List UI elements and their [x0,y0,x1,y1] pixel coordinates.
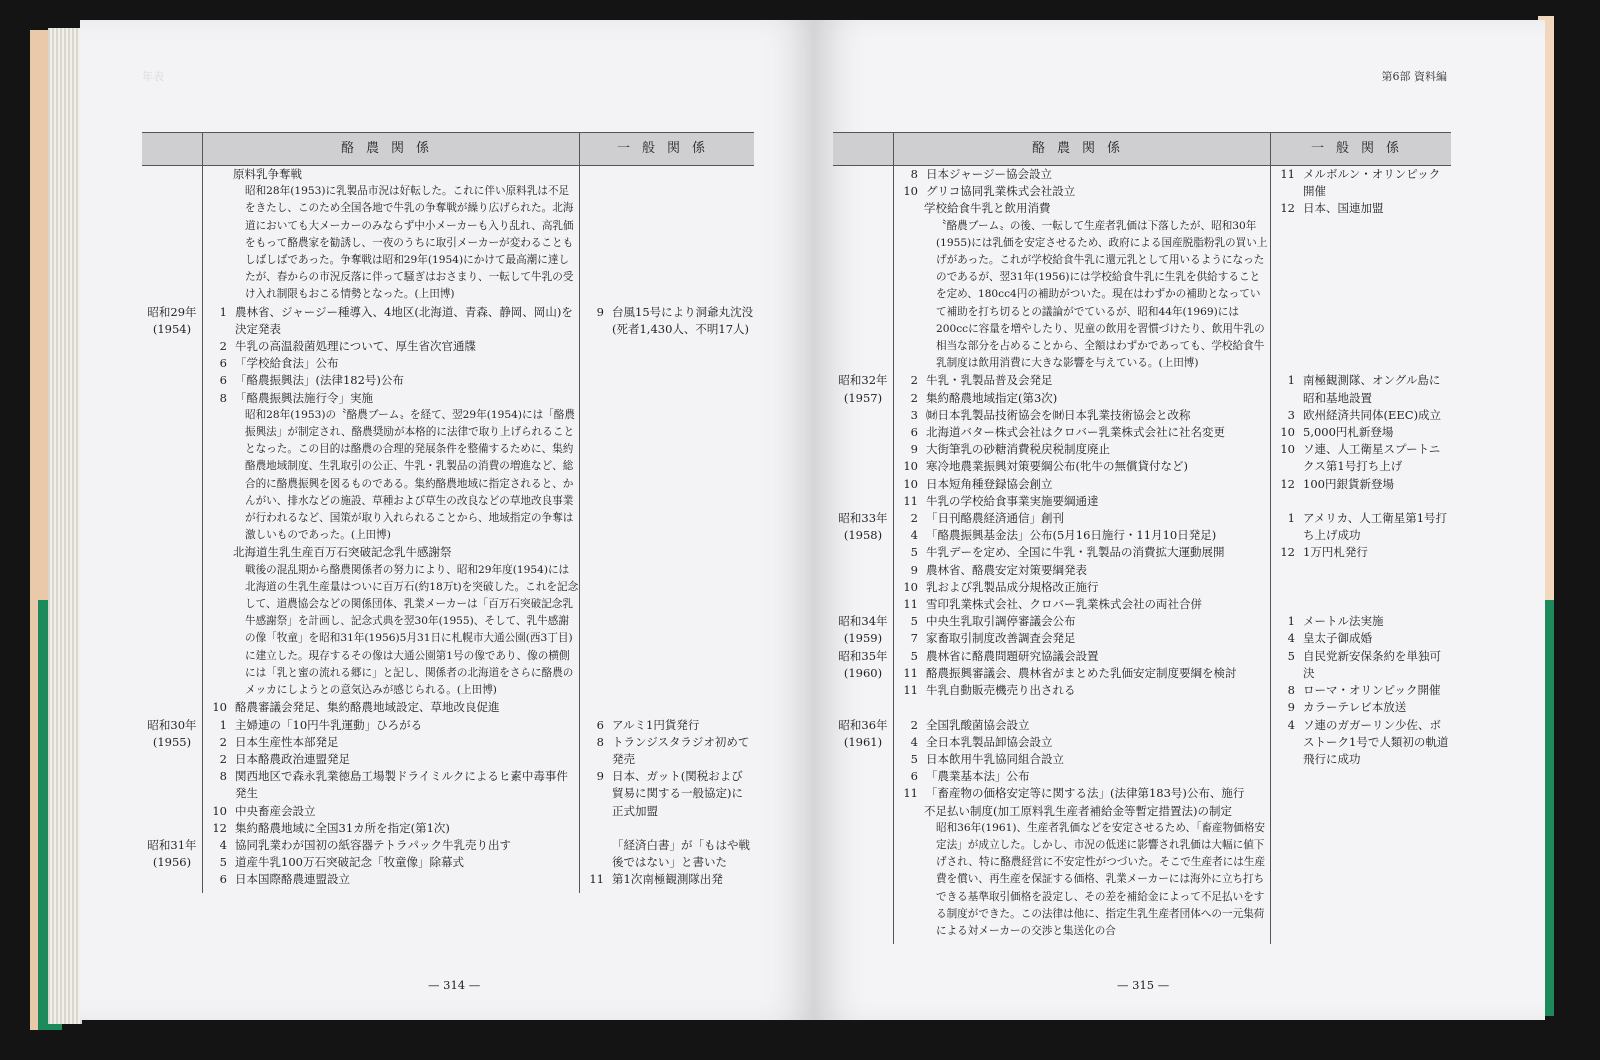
entry-text: ㈶日本乳製品技術協会を㈶日本乳業技術協会と改称 [926,407,1191,422]
entry-text: 牛乳自動販売機売り出される [926,683,1076,698]
entry-text: 「畜産物の価格安定等に関する法」(法律第183号)公布、施行 [926,786,1245,801]
year-label: (1960) [843,665,883,680]
general-entry [1271,200,1451,217]
general-entry [580,768,754,820]
entry-month: 4 [219,837,227,852]
dairy-cell [894,613,1271,647]
entry-month: 11 [903,786,918,801]
dairy-entry [203,355,579,372]
entry-month: 6 [596,717,604,732]
dairy-entry [894,407,1270,424]
year-label: 昭和34年 [838,614,888,629]
entry-month: 6 [910,769,918,784]
dairy-topic-note: 昭和36年(1961)、生産者乳価などを安定させるため、「畜産物価格安定法」が成立した。しかし、市況の低迷に影響され乳価は大幅に値下げされ、特に酪農経営に不安定性がつづいた。そこで生産者には生産費を償い、再生産を保証する価格、乳業メーカーには海外に立ち打ちできる基準取引価格を設定し、その差を補給金によって不足払いをする制度ができた。この法律は他に、指定生乳生産者団体への一元集荷による対メーカーの交渉と集送化の合 [936,821,1266,937]
entry-text: 「農業基本法」公布 [926,769,1030,784]
right-page-header: 第6部 資料編 [1381,70,1447,83]
year-block-row [833,613,1451,647]
year-label: 昭和31年 [147,837,197,852]
entry-month: 4 [1287,717,1295,732]
entry-text: 牛乳・乳製品普及会発足 [926,373,1053,388]
entry-text: 100円銀貨新登場 [1303,476,1394,491]
spacer-cell [580,889,755,893]
entry-text: 皇太子御成婚 [1303,631,1372,646]
entry-text: 全日本乳製品卸協会設立 [926,734,1053,749]
entry-month: 1 [219,717,227,732]
entry-text: 乳および乳製品成分規格改正施行 [926,579,1099,594]
dairy-topic-heading: 北海道生乳生産百万石突破記念乳牛感謝祭 [233,545,452,560]
dairy-entry [203,699,579,716]
year-cell [833,613,894,647]
entry-month: 9 [910,562,918,577]
dairy-topic-heading: 学校給食牛乳と飲用消費 [924,201,1051,216]
entry-month: 3 [1287,407,1295,422]
entry-text: 全国乳酸菌協会設立 [926,717,1030,732]
entry-text: 雪印乳業株式会社、クロバー乳業株式会社の両社合併 [926,597,1202,612]
dairy-cell [894,648,1271,717]
entry-month: 3 [910,407,918,422]
entry-text: アメリカ、人工衛星第1号打ち上げ成功 [1303,511,1448,543]
general-entry [1271,424,1451,441]
entry-month [580,837,612,871]
dairy-cell [203,837,580,889]
entry-text: ソ連、人工衛星スプートニクス第1号打ち上げ [1303,442,1441,474]
entry-text: 自民党新安保条約を単独可決 [1303,648,1441,680]
timeline-table-right [833,132,1451,944]
entry-month: 10 [212,803,227,818]
general-entry [1271,166,1451,200]
entry-month: 10 [903,579,918,594]
year-label: 昭和30年 [147,717,197,732]
entry-month: 5 [910,614,918,629]
entry-text: 「日刊酪農経済通信」創刊 [926,511,1064,526]
entry-text: 南極観測隊、オングル島に昭和基地設置 [1303,373,1441,405]
entry-month: 6 [219,356,227,371]
page-stack-left [48,28,82,1024]
dairy-entry [203,803,579,820]
dairy-cell [894,372,1271,510]
dairy-entry [894,665,1270,682]
entry-month: 12 [1280,545,1295,560]
dairy-entry [203,372,579,389]
table-spacer-row [142,889,754,893]
general-cell [1271,166,1452,373]
right-page [815,20,1545,1020]
entry-text: トランジスタラジオ初めて発売 [612,734,750,766]
entry-text: 「酪農振興法施行令」実施 [235,390,373,405]
dairy-topic-heading: 不足払い制度(加工原料乳生産者補給金等暫定措置法)の制定 [924,803,1232,818]
general-entry [580,717,754,734]
entry-text: 大街筆乳の砂糖消費税戻税制度廃止 [926,442,1110,457]
general-entry [1271,648,1451,682]
dairy-entry [203,837,579,854]
page-number-left: — 314 — [428,978,481,992]
general-entry [1271,510,1451,544]
dairy-entry [894,613,1270,630]
year-cell [833,166,894,373]
year-block-row [833,717,1451,941]
entry-text: 農林省、ジャージー種導入、4地区(北海道、青森、静岡、岡山)を決定発表 [235,304,573,336]
entry-text: メートル法実施 [1303,614,1384,629]
entry-text: メルボルン・オリンピック開催 [1303,167,1441,199]
entry-text: 日本生産性本部発足 [235,734,339,749]
dairy-entry [894,390,1270,407]
entry-text: 牛乳の高温殺菌処理について、厚生省次官通牒 [235,339,477,354]
entry-text: 牛乳の学校給食事業実施要綱通達 [926,493,1099,508]
entry-text: 関西地区で森永乳業徳島工場製ドライミルクによるヒ素中毒事件発生 [235,769,568,801]
spacer-cell [203,889,580,893]
entry-text: 酪農審議会発足、集約酪農地域設定、草地改良促進 [235,700,500,715]
entry-text: カラーテレビ本放送 [1303,700,1407,715]
year-label: (1956) [152,855,192,870]
dairy-entry [894,734,1270,751]
year-block-row [142,304,754,717]
entry-month: 6 [910,425,918,440]
dairy-entry [203,751,579,768]
year-block-row [833,648,1451,717]
entry-text: 日本ジャージー協会設立 [926,167,1053,181]
general-entry [1271,699,1451,716]
entry-month: 8 [596,734,604,749]
entry-text: 5,000円札新登場 [1303,425,1394,440]
entry-text: 牛乳デーを定め、全国に牛乳・乳製品の消費拡大運動展開 [926,545,1225,560]
spacer-cell [894,940,1271,944]
general-cell [1271,510,1452,613]
year-label: 昭和33年 [838,511,888,526]
entry-month: 9 [1287,700,1295,715]
entry-text: 日本飲用牛乳協同組合設立 [926,751,1064,766]
general-cell [580,166,755,304]
entry-text: 1万円札発行 [1303,545,1368,560]
dairy-entry [203,390,579,407]
year-cell [833,510,894,613]
entry-month: 2 [219,734,227,749]
entry-text: 農林省に酪農問題研究協議会設置 [926,648,1099,663]
dairy-entry [894,441,1270,458]
entry-text: 「経済白書」が「もはや戦後ではない」と書いた [612,837,750,870]
entry-month: 8 [219,769,227,784]
entry-month: 1 [1287,373,1295,388]
entry-month: 12 [212,820,227,835]
entry-month: 5 [910,751,918,766]
year-label: (1961) [843,734,883,749]
year-block-row [142,166,754,304]
general-entry [1271,544,1451,561]
year-cell [833,372,894,510]
entry-month: 2 [910,373,918,388]
dairy-entry [894,424,1270,441]
general-cell [1271,613,1452,647]
entry-month: 9 [596,304,604,319]
entry-month: 9 [910,442,918,457]
entry-text: 中央生乳取引調停審議会公布 [926,614,1076,629]
dairy-entry [894,476,1270,493]
general-entry [580,304,754,338]
year-label: 昭和32年 [838,373,888,388]
page-number-right: — 315 — [1117,978,1170,992]
entry-month: 10 [903,459,918,474]
entry-text: 欧州経済共同体(EEC)成立 [1303,407,1442,422]
entry-text: 「酪農振興法」(法律182号)公布 [235,373,404,388]
entry-month: 5 [219,855,227,870]
entry-text: 主婦連の「10円牛乳運動」ひろがる [235,717,423,732]
dairy-entry [203,871,579,888]
year-label: (1954) [152,321,192,336]
entry-month: 12 [1280,476,1295,491]
entry-month: 5 [1287,648,1295,663]
dairy-entry [894,579,1270,596]
year-cell [142,166,203,304]
entry-text: 「酪農振興基金法」公布(5月16日施行・11月10日発足) [926,528,1217,543]
dairy-entry [894,458,1270,475]
entry-month: 7 [910,631,918,646]
entry-text: ソ連のガガーリン少佐、ボストーク1号で人類初の軌道飛行に成功 [1303,717,1449,766]
entry-text: 台風15号により洞爺丸沈没(死者1,430人、不明17人) [612,304,754,336]
dairy-entry [203,717,579,734]
dairy-cell [894,166,1271,373]
year-label: 昭和29年 [147,304,197,319]
entry-text: 道産牛乳100万石突破記念「牧童像」除幕式 [235,855,464,870]
dairy-cell [894,510,1271,613]
spacer-cell [1271,940,1452,944]
dairy-entry [203,338,579,355]
year-label: (1959) [843,631,883,646]
entry-month: 11 [903,597,918,612]
year-column-header [142,133,203,166]
dairy-column-header: 酪農関係 [894,133,1271,166]
entry-text: 日本酪農政治連盟発足 [235,751,350,766]
year-label: 昭和36年 [838,717,888,732]
general-entry [1271,613,1451,630]
entry-text: 「学校給食法」公布 [235,356,339,371]
entry-month: 2 [219,339,227,354]
general-entry [1271,630,1451,647]
entry-month: 5 [910,648,918,663]
year-block-row [833,372,1451,510]
year-block-row [833,166,1451,373]
general-cell [580,837,755,889]
year-label: (1957) [843,390,883,405]
general-entry [1271,476,1451,493]
entry-month: 2 [910,511,918,526]
entry-text: グリコ協同乳業株式会社設立 [926,184,1076,199]
entry-month: 1 [219,304,227,319]
timeline-table-left [142,132,754,893]
dairy-entry [894,596,1270,613]
entry-month: 11 [903,665,918,680]
dairy-topic-note: 昭和28年(1953)に乳製品市況は好転した。これに伴い原料乳は不足をきたし、このため全国各地で牛乳の争奪戦が繰り広げられた。北海道においても大メーカーのみならず中小メーカーも入り乱れ、高乳価をもって酪農家を勧誘し、一夜のうちに取引メーカーが変わることもしばしばであった。争奪戦は昭和29年(1954)にかけて最高潮に達したが、春からの市況反落に伴って騒ぎはおさまり、一転して牛乳の受け入れ制限もおこる情勢となった。(上田博) [245,185,574,301]
dairy-entry [894,527,1270,544]
year-block-row [142,717,754,837]
entry-month: 11 [1280,167,1295,181]
entry-text: 酪農振興審議会、農林省がまとめた乳価安定制度要綱を検討 [926,665,1237,680]
entry-text: 日本短角種登録協会創立 [926,476,1053,491]
entry-text: 北海道バター株式会社はクロバー乳業株式会社に社名変更 [926,425,1225,440]
entry-month: 2 [219,751,227,766]
year-cell [833,648,894,717]
left-page [80,20,815,1020]
dairy-column-header: 酪農関係 [203,133,580,166]
dairy-cell [203,717,580,837]
entry-text: ローマ・オリンピック開催 [1303,683,1441,698]
general-entry [1271,372,1451,406]
entry-month: 11 [589,872,604,887]
dairy-entry [894,562,1270,579]
entry-text: 農林省、酪農安定対策要綱発表 [926,562,1087,577]
entry-text: 中央畜産会設立 [235,803,316,818]
dairy-entry [203,304,579,338]
entry-month: 10 [903,184,918,199]
dairy-entry [894,510,1270,527]
dairy-entry [894,493,1270,510]
dairy-entry [894,648,1270,665]
entry-month: 2 [910,390,918,405]
year-cell [142,717,203,837]
general-cell [1271,717,1452,941]
dairy-topic-note: 昭和28年(1953)の〝酪農ブーム〟を経て、翌29年(1954)には「酪農振興法」が制定され、酪農奨励が本格的に法律で取り上げられることとなった。この目的は酪農の合理的発展条件を整備するために、集約酪農地域制度、生乳取引の公正、牛乳・乳製品の消費の増進など、総合的に酪農振興を図るものである。集約酪農地域に指定されると、かんがい、排水などの施設、草種および草生の改良などの草地改良事業が行われるなど、国策が取り入れられることから、地域指定の争奪は激しいものであった。(上田博) [245,408,575,542]
year-cell [142,837,203,889]
entry-text: 協同乳業わが国初の紙容器テトラパック牛乳売り出す [235,837,511,852]
year-block-row [142,837,754,889]
entry-text: 第1次南極観測隊出発 [612,872,723,887]
dairy-entry [894,544,1270,561]
dairy-entry [894,751,1270,768]
general-entry [1271,441,1451,475]
entry-month: 1 [1287,511,1295,526]
general-column-header: 一般関係 [580,133,755,166]
dairy-entry [894,768,1270,785]
entry-text: アルミ1円貨発行 [612,717,700,732]
general-entry [580,837,754,871]
entry-text: 寒冷地農業振興対策要綱公布(牝牛の無償貸付など) [926,459,1188,474]
year-label: 昭和35年 [838,648,888,663]
entry-month: 4 [1287,631,1295,646]
dairy-entry [203,820,579,837]
general-cell [1271,648,1452,717]
table-spacer-row [833,940,1451,944]
entry-text: 日本国際酪農連盟設立 [235,872,350,887]
entry-month: 5 [910,545,918,560]
entry-text: 日本、ガット(関税および貿易に関する一般協定)に正式加盟 [612,769,743,818]
general-entry [1271,717,1451,769]
entry-month: 4 [910,734,918,749]
dairy-entry [203,854,579,871]
dairy-topic-heading: 原料乳争奪戦 [233,167,302,181]
entry-month: 1 [1287,614,1295,629]
dairy-cell [203,166,580,304]
general-cell [580,304,755,717]
dairy-entry [203,734,579,751]
entry-text: 日本、国連加盟 [1303,201,1384,216]
entry-month: 8 [219,390,227,405]
dairy-entry [894,630,1270,647]
dairy-entry [894,372,1270,389]
year-block-row [833,510,1451,613]
general-entry [580,734,754,768]
year-cell [142,304,203,717]
year-column-header [833,133,894,166]
general-entry [580,871,754,888]
dairy-entry [894,682,1270,699]
dairy-topic-note: 戦後の混乱期から酪農関係者の努力により、昭和29年度(1954)には北海道の生乳生産量はついに百万石(約18万t)を突破した。これを記念して、道農協会などの関係団体、乳業メーカーは「百万石突破記念乳牛感謝祭」を計画し、記念式典を翌30年(1955)、そして、乳牛感謝の像「牧童」を昭和31年(1956)5月31日に札幌市大通公園(西3丁目)に建立した。現存するその像は大通公園第1号の像であり、像の横側には「乳と蜜の流れる郷に」と記し、関係者の北海道をさらに酪農のメッカにしようとの意気込みが感じられる。(上田博) [245,563,579,697]
dairy-entry [894,166,1270,183]
entry-month: 11 [903,683,918,698]
entry-month: 12 [1280,201,1295,216]
entry-month: 8 [1287,683,1295,698]
general-cell [580,717,755,837]
dairy-cell [203,304,580,717]
general-column-header: 一般関係 [1271,133,1452,166]
general-entry [1271,682,1451,699]
dairy-entry [894,717,1270,734]
entry-month: 10 [1280,425,1295,440]
entry-text: 集約酪農地域に全国31カ所を指定(第1次) [235,820,450,835]
entry-month: 6 [219,373,227,388]
entry-month: 9 [596,769,604,784]
general-cell [1271,372,1452,510]
year-cell [833,717,894,941]
entry-month: 6 [219,872,227,887]
dairy-entry [894,785,1270,802]
left-page-header: 年表 [142,70,164,83]
entry-month: 4 [910,528,918,543]
entry-month: 2 [910,717,918,732]
year-label: (1955) [152,734,192,749]
entry-month: 10 [1280,442,1295,457]
general-entry [1271,407,1451,424]
spacer-cell [833,940,894,944]
entry-month: 10 [903,476,918,491]
entry-text: 集約酪農地域指定(第3次) [926,390,1058,405]
entry-text: 家畜取引制度改善調査会発足 [926,631,1076,646]
spacer-cell [142,889,203,893]
entry-month: 8 [910,167,918,181]
dairy-entry [894,183,1270,200]
dairy-topic-note: 〝酪農ブーム〟の後、一転して生産者乳価は下落したが、昭和30年(1955)には乳価を安定させるため、政府による国産脱脂粉乳の買い上げがあった。これが学校給食牛乳に還元乳として用いるようになったのであるが、翌31年(1956)には学校給食牛乳に生乳を供給することを定め、180cc4円の補助がついた。現在はわずかの補助となっていて補助を打ち切るとの議論がでているが、昭和44年(1969)には200ccに容量を増やしたり、児童の飲用を習慣づけたり、飲用牛乳の相当な部分を占めることから、全額はわずかであっても、学校給食牛乳制度は飲用消費に大きな影響を与えている。(上田博) [936,219,1268,370]
year-label: (1958) [843,528,883,543]
entry-month: 11 [903,493,918,508]
dairy-cell [894,717,1271,941]
dairy-entry [203,768,579,802]
entry-month: 10 [212,700,227,715]
